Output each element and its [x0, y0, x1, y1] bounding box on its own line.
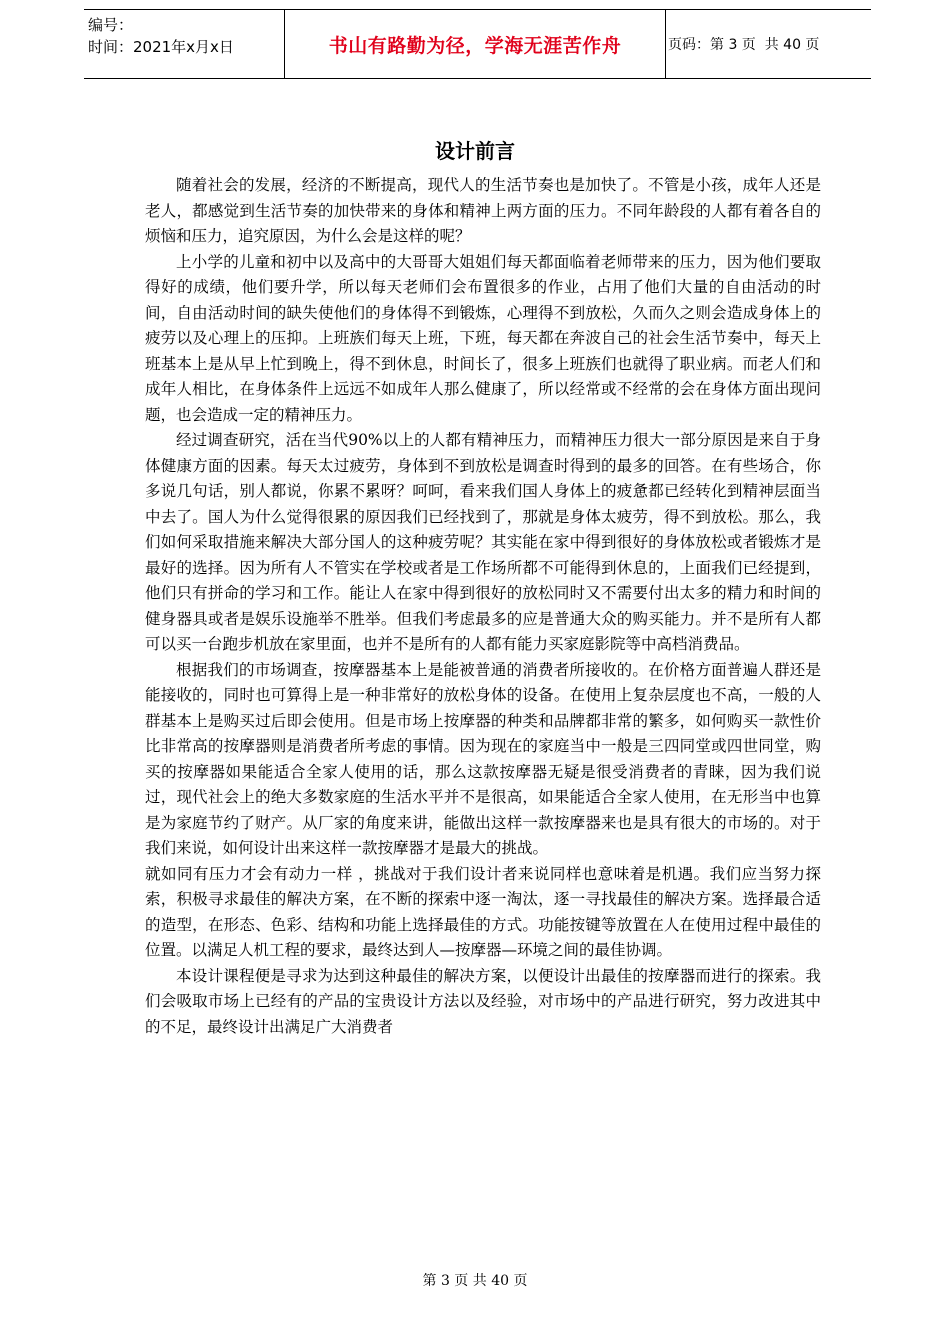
header-motto: 书山有路勤为径，学海无涯苦作舟	[328, 34, 622, 57]
header-date: 时间：2021年x月x日	[88, 38, 234, 56]
header-number-label: 编号：	[88, 16, 134, 34]
header-page-info: 页码：第 3 页 共 40 页	[668, 37, 820, 53]
paragraph-5: 就如同有压力才会有动力一样 ，挑战对于我们设计者来说同样也意味着是机遇。我们应当努力探索，积极寻求最佳的解决方案，在不断的探索中逐一淘汰，逐一寻找最佳的解决方案。选择最合适的造型，在形态、色彩、结构和功能上选择最佳的方式。功能按键等放置在人在使用过程中最佳的位置。以满足人机工程的要求，最终达到人—按摩器—环境之间的最佳协调。	[145, 864, 821, 959]
paragraph-6: 本设计课程便是寻求为达到这种最佳的解决方案，以便设计出最佳的按摩器而进行的探索。我们会吸取市场上已经有的产品的宝贵设计方法以及经验，对市场中的产品进行研究，努力改进其中的不足，最终设计出满足广大消费者	[145, 966, 821, 1036]
header-motto-cell	[284, 10, 666, 78]
document-body	[145, 173, 821, 1040]
paragraph-2: 上小学的儿童和初中以及高中的大哥哥大姐姐们每天都面临着老师带来的压力，因为他们要取得好的成绩，他们要升学，所以每天老师们会布置很多的作业，占用了他们大量的自由活动的时间，自由活动时间的缺失使他们的身体得不到锻炼，心理得不到放松，久而久之则会造成身体上的疲劳以及心理上的压抑。上班族们每天上班，下班，每天都在奔波自己的社会生活节奏中，每天上班基本上是从早上忙到晚上，得不到休息，时间长了，很多上班族们也就得了职业病。而老人们和成年人相比，在身体条件上远远不如成年人那么健康了，所以经常或不经常的会在身体方面出现问题，也会造成一定的精神压力。	[145, 252, 821, 424]
paragraph-3: 经过调查研究，活在当代90%以上的人都有精神压力，而精神压力很大一部分原因是来自于身体健康方面的因素。每天太过疲劳，身体到不到放松是调查时得到的最多的回答。在有些场合，你多说几句话，别人都说，你累不累呀？呵呵，看来我们国人身体上的疲惫都已经转化到精神层面当中去了。国人为什么觉得很累的原因我们已经找到了，那就是身体太疲劳，得不到放松。那么，我们如何采取措施来解决大部分国人的这种疲劳呢？其实能在家中得到很好的身体放松或者锻炼才是最好的选择。因为所有人不管实在学校或者是工作场所都不可能得到休息的，上面我们已经提到，他们只有拼命的学习和工作。能让人在家中得到很好的放松同时又不需要付出太多的精力和时间的健身器具或者是娱乐设施举不胜举。但我们考虑最多的应是普通大众的购买能力。并不是所有人都可以买一台跑步机放在家里面，也并不是所有的人都有能力买家庭影院等中高档消费品。	[145, 431, 821, 653]
paragraph-1: 随着社会的发展，经济的不断提高，现代人的生活节奏也是加快了。不管是小孩，成年人还是老人，都感觉到生活节奏的加快带来的身体和精神上两方面的压力。不同年龄段的人都有着各自的烦恼和压力，追究原因，为什么会是这样的呢？	[145, 176, 821, 245]
document-title: 设计前言	[435, 139, 515, 163]
page-header	[84, 9, 871, 79]
header-meta	[88, 14, 283, 58]
paragraph-4: 根据我们的市场调查，按摩器基本上是能被普通的消费者所接收的。在价格方面普遍人群还是能接收的，同时也可算得上是一种非常好的放松身体的设备。在使用上复杂层度也不高，一般的人群基本上是购买过后即会使用。但是市场上按摩器的种类和品牌都非常的繁多，如何购买一款性价比非常高的按摩器则是消费者所考虑的事情。因为现在的家庭当中一般是三四同堂或四世同堂，购买的按摩器如果能适合全家人使用的话，那么这款按摩器无疑是很受消费者的青睐，因为我们说过，现代社会上的绝大多数家庭的生活水平并不是很高，如果能适合全家人使用，在无形当中也算是为家庭节约了财产。从厂家的角度来讲，能做出这样一款按摩器来也是具有很大的市场的。对于我们来说，如何设计出来这样一款按摩器才是最大的挑战。	[145, 660, 821, 857]
page-footer: 第 3 页 共 40 页	[422, 1273, 528, 1289]
